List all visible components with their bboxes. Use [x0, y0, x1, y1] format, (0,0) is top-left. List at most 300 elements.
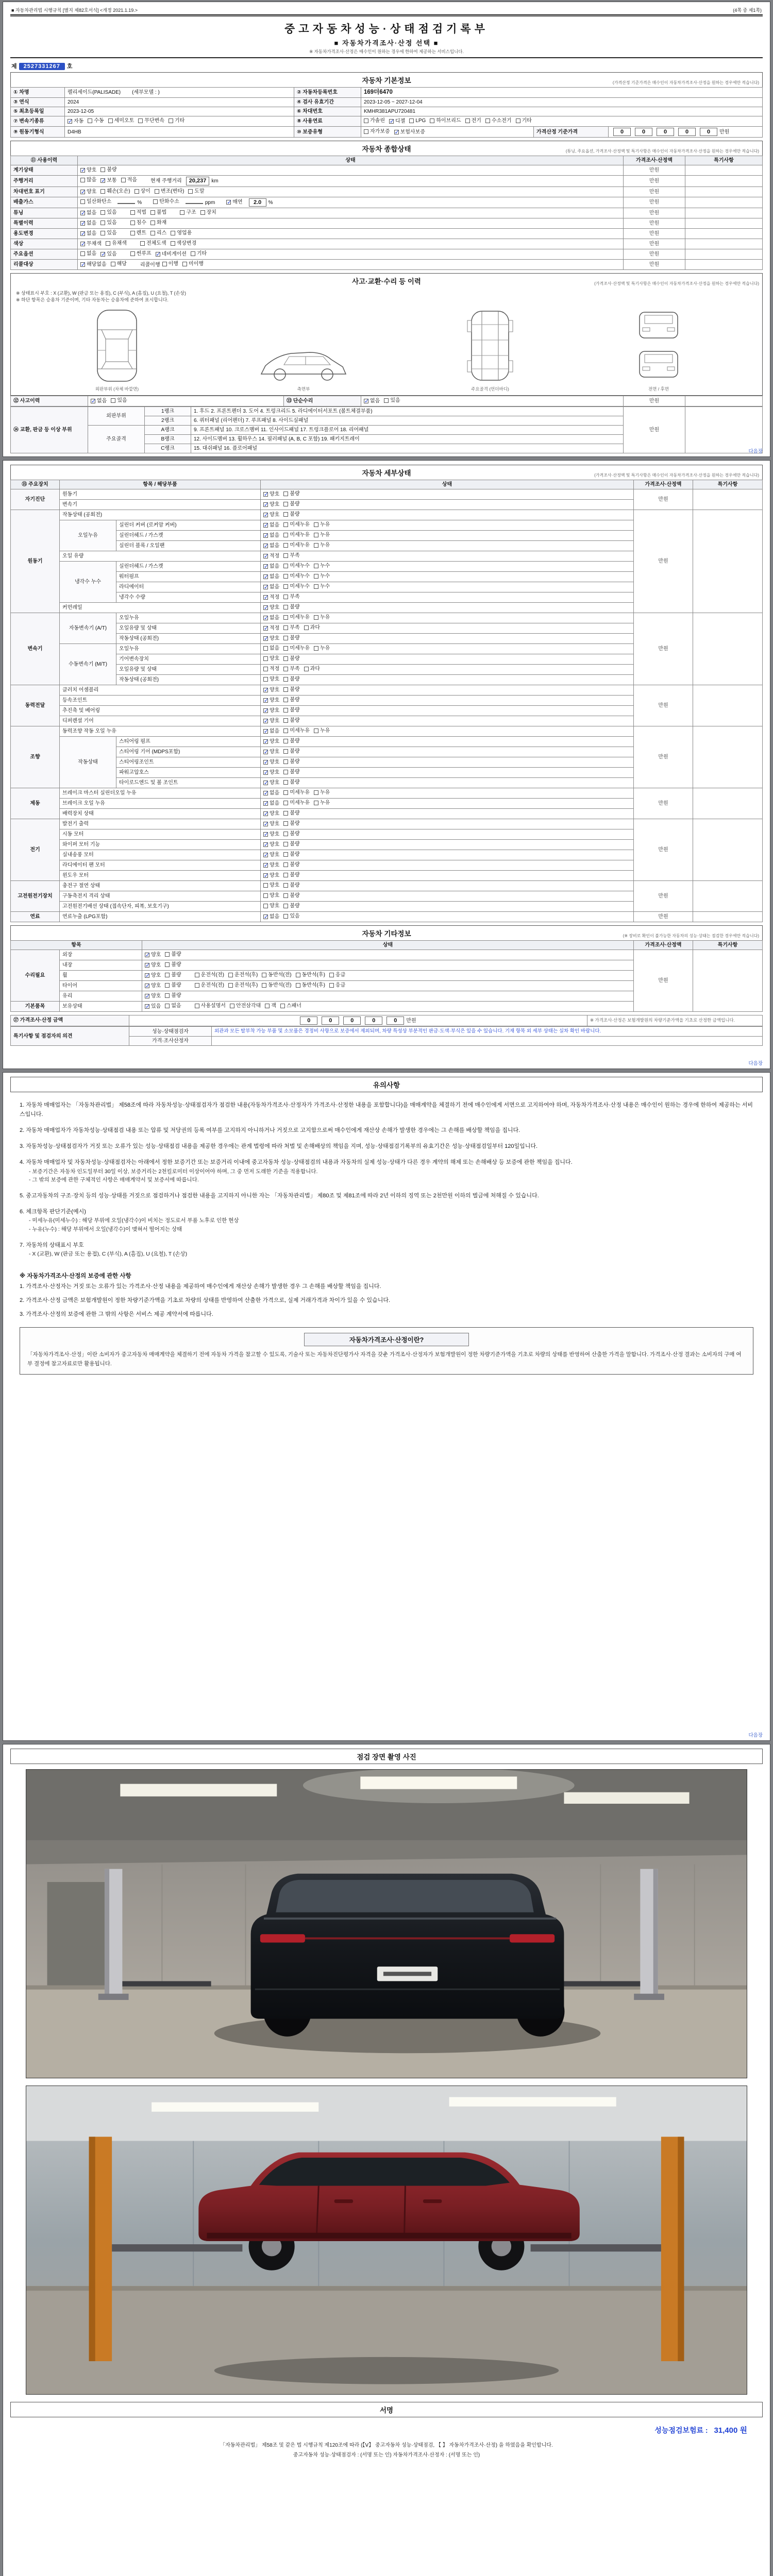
checked-box-icon: ✓ [145, 972, 150, 979]
checkbox-양호[interactable] [263, 738, 279, 745]
text-token: 만원 [406, 1018, 416, 1024]
checkbox-수동[interactable] [88, 117, 104, 124]
checkbox-label: 미세누수 [290, 573, 310, 579]
checkbox-수소전기[interactable] [485, 117, 512, 124]
checked-box-icon: ✓ [101, 178, 106, 184]
checkbox-화재[interactable] [150, 219, 166, 226]
insurance-fee-line [10, 2420, 763, 2437]
next-page-link[interactable]: 다음장 [748, 448, 763, 454]
checkbox-있음[interactable] [100, 209, 116, 216]
checkbox-누유[interactable] [314, 789, 330, 796]
checked-box-icon: ✓ [364, 398, 369, 404]
unchecked-box-icon [283, 698, 288, 702]
checkbox-장치[interactable] [200, 209, 216, 216]
checked-box-icon: ✓ [101, 251, 106, 258]
checkbox-누유[interactable] [314, 532, 330, 538]
checkbox-불량[interactable] [165, 992, 181, 999]
checkbox-자가보증[interactable] [364, 128, 390, 135]
checkbox-잭[interactable] [265, 1003, 276, 1009]
checkbox-label: 양호 [270, 831, 280, 837]
checkbox-운전석(후)[interactable] [228, 982, 258, 989]
checkbox-양호[interactable] [145, 952, 161, 958]
checkbox-불량[interactable] [165, 972, 181, 978]
checkbox-양호[interactable] [263, 892, 279, 899]
checkbox-있음[interactable] [100, 230, 116, 236]
checkbox-불량[interactable] [283, 841, 299, 848]
checkbox-도말[interactable] [188, 188, 204, 195]
unchecked-box-icon [106, 241, 110, 246]
checkbox-미세누수[interactable] [283, 563, 310, 569]
checkbox-유채색[interactable] [106, 240, 127, 247]
checkbox-불량[interactable] [165, 982, 181, 989]
cell [685, 218, 763, 228]
checked-box-icon: ✓ [81, 167, 86, 174]
cell: 계기상태 [11, 165, 78, 176]
checkbox-세미오토[interactable] [108, 117, 135, 124]
cell: 기본품목 [11, 1001, 60, 1011]
checkbox-양호[interactable] [263, 512, 279, 518]
checkbox-동반석(전)[interactable] [262, 972, 291, 978]
checkbox-불량[interactable] [283, 758, 299, 765]
checkbox-양호[interactable] [263, 676, 279, 683]
unchecked-box-icon [283, 821, 288, 826]
checkbox-없음[interactable] [364, 398, 380, 404]
checkbox-침수[interactable] [130, 219, 146, 226]
cell: 실린더헤드 / 가스켓 [116, 530, 261, 540]
checkbox-없음[interactable] [263, 728, 279, 735]
checkbox-누수[interactable] [314, 563, 330, 569]
cell [78, 239, 624, 249]
cell: 만원 [624, 187, 685, 197]
checked-box-icon: ✓ [264, 852, 269, 858]
checkbox-label: 불량 [290, 511, 300, 517]
checkbox-불량[interactable] [283, 851, 299, 858]
checkbox-불량[interactable] [283, 707, 299, 714]
checkbox-label: 양호 [151, 962, 161, 968]
checkbox-양호[interactable] [263, 779, 279, 786]
checkbox-label: 자가보증 [370, 128, 390, 134]
checkbox-label: 사용설명서 [200, 1003, 226, 1009]
checkbox-양호[interactable] [263, 707, 279, 714]
unchecked-box-icon [80, 251, 85, 256]
checkbox-양호[interactable] [263, 769, 279, 776]
checkbox-부족[interactable] [283, 552, 299, 559]
checkbox-과다[interactable] [304, 624, 320, 631]
cell: 특기사항 및 점검자의 의견 [11, 1027, 129, 1046]
checkbox-불량[interactable] [283, 717, 299, 724]
checked-box-icon: ✓ [91, 398, 96, 404]
checkbox-양호[interactable] [145, 962, 161, 969]
checkbox-변조(변타)[interactable] [155, 188, 184, 195]
checkbox-해당[interactable] [111, 261, 127, 267]
unchecked-box-icon [283, 564, 288, 568]
cell [78, 197, 624, 208]
header-cell: ⑪ 사용이력 [11, 156, 78, 165]
checkbox-label: 있음 [107, 219, 117, 226]
checkbox-상이[interactable] [135, 188, 150, 195]
checkbox-해당없음[interactable] [80, 261, 107, 268]
checkbox-가솔린[interactable] [364, 117, 385, 124]
checkbox-미세누유[interactable] [283, 727, 310, 734]
unchecked-box-icon [430, 118, 434, 123]
checkbox-자동[interactable] [68, 118, 83, 125]
checkbox-불량[interactable] [283, 635, 299, 641]
checkbox-미이행[interactable] [182, 261, 204, 267]
checkbox-이행[interactable] [162, 261, 178, 267]
cell: 윈도우 모터 [60, 870, 261, 880]
cell [261, 602, 634, 613]
checkbox-운전석(전)[interactable] [195, 972, 224, 978]
checkbox-양호[interactable] [263, 635, 279, 642]
checkbox-미세누유[interactable] [283, 789, 310, 796]
checked-box-icon: ✓ [264, 913, 269, 920]
checkbox-누유[interactable] [314, 521, 330, 528]
unchecked-box-icon [195, 983, 199, 988]
cell [693, 510, 763, 613]
unchecked-box-icon [283, 492, 288, 496]
checkbox-적정[interactable] [263, 553, 279, 560]
checkbox-없음[interactable] [263, 573, 279, 580]
checkbox-구조[interactable] [180, 209, 196, 216]
checkbox-썬루프[interactable] [130, 250, 152, 257]
checkbox-매연[interactable] [226, 199, 242, 206]
unchecked-box-icon [263, 883, 268, 888]
cell: ⑧ 사용연료 [294, 116, 361, 126]
car-diagram-top-view [86, 307, 148, 384]
checkbox-있음[interactable] [111, 397, 127, 404]
checkbox-미세누유[interactable] [283, 532, 310, 538]
cell: 2023-12-05 [65, 107, 294, 116]
checkbox-누수[interactable] [314, 573, 330, 580]
cell: 실린더 커버 (로커암 커버) [116, 520, 261, 530]
checkbox-보통[interactable] [100, 177, 116, 184]
unchecked-box-icon [180, 210, 184, 215]
checkbox-LPG[interactable] [409, 117, 426, 124]
checkbox-label: 양호 [270, 821, 280, 827]
checkbox-불량[interactable] [283, 779, 299, 786]
checkbox-label: 무단변속 [144, 117, 164, 124]
checkbox-적정[interactable] [263, 594, 279, 601]
checkbox-없음[interactable] [80, 220, 96, 227]
unchecked-box-icon [130, 221, 135, 225]
checkbox-label: 누유 [320, 542, 330, 548]
checkbox-없음[interactable] [165, 1003, 181, 1009]
cell: 가격산정 기준가격 [534, 126, 609, 137]
checkbox-불량[interactable] [283, 655, 299, 662]
unchecked-box-icon [108, 118, 113, 123]
checkbox-불량[interactable] [283, 810, 299, 817]
checkbox-label: 없음 [171, 1003, 181, 1009]
checked-box-icon: ✓ [145, 952, 150, 958]
checkbox-양호[interactable] [263, 697, 279, 704]
unchecked-box-icon [263, 893, 268, 898]
checkbox-운전석(전)[interactable] [195, 982, 224, 989]
checkbox-무단변속[interactable] [138, 117, 164, 124]
value-box: 20,237 [186, 177, 210, 185]
checkbox-운전석(후)[interactable] [228, 972, 258, 978]
cell [693, 911, 763, 922]
checkbox-없음[interactable] [80, 210, 96, 216]
checkbox-불량[interactable] [165, 951, 181, 958]
checkbox-누유[interactable] [314, 542, 330, 549]
unchecked-box-icon [100, 210, 105, 215]
checkbox-기타[interactable] [516, 117, 532, 124]
cell [261, 540, 634, 551]
checkbox-안전삼각대[interactable] [230, 1003, 261, 1009]
checkbox-불법[interactable] [150, 209, 166, 216]
checkbox-색상변경[interactable] [171, 240, 197, 247]
checkbox-디젤[interactable] [389, 118, 405, 125]
cell: 작동상태 (공회전) [116, 633, 261, 643]
checkbox-탄화수소[interactable] [153, 198, 179, 205]
checkbox-불량[interactable] [283, 820, 299, 827]
checkbox-양호[interactable] [263, 821, 279, 827]
checkbox-양호[interactable] [263, 852, 279, 858]
checkbox-전체도색[interactable] [140, 240, 166, 247]
checkbox-없음[interactable] [263, 790, 279, 796]
cell: ⑫ 사고이력 [11, 396, 88, 406]
checkbox-없음[interactable] [263, 913, 279, 920]
checkbox-기타[interactable] [169, 117, 184, 124]
unchecked-box-icon [384, 398, 389, 403]
checkbox-label: 불량 [171, 951, 181, 957]
checkbox-리스[interactable] [150, 230, 166, 236]
checkbox-label: 이행 [168, 261, 178, 267]
checkbox-누유[interactable] [314, 727, 330, 734]
checkbox-불량[interactable] [283, 697, 299, 703]
checkbox-불량[interactable] [283, 903, 299, 909]
unchecked-box-icon [304, 667, 309, 671]
checkbox-불량[interactable] [283, 831, 299, 837]
text-token: 현재 주행거리 [150, 178, 182, 184]
checkbox-일산화탄소[interactable] [80, 198, 111, 205]
checkbox-기타[interactable] [191, 250, 207, 257]
checkbox-없음[interactable] [91, 398, 107, 404]
checkbox-양호[interactable] [263, 831, 279, 838]
checkbox-없음[interactable] [80, 230, 96, 237]
checkbox-불량[interactable] [283, 882, 299, 889]
unchecked-box-icon [283, 811, 288, 816]
checkbox-있음[interactable] [384, 397, 400, 404]
unchecked-box-icon [283, 801, 288, 805]
checkbox-미세누유[interactable] [283, 614, 310, 621]
cell: 12. 사이드멤버 13. 휠하우스 14. 필러패널 (A, B, C 포함) 19. 패키지트레이 [191, 434, 624, 444]
unchecked-box-icon [88, 118, 92, 123]
checkbox-없음[interactable] [263, 532, 279, 539]
cell: 2023-12-05 ~ 2027-12-04 [361, 97, 763, 107]
checkbox-양호[interactable] [263, 604, 279, 611]
header-cell: 특기사항 [693, 480, 763, 489]
checkbox-동반석(후)[interactable] [296, 982, 325, 989]
checkbox-미세누수[interactable] [283, 573, 310, 580]
checkbox-없음[interactable] [263, 800, 279, 807]
unchecked-box-icon [314, 533, 318, 537]
checkbox-불량[interactable] [283, 490, 299, 497]
checkbox-응급[interactable] [329, 982, 345, 989]
checkbox-양호[interactable] [80, 167, 96, 174]
checkbox-많음[interactable] [80, 177, 96, 183]
checkbox-무채색[interactable] [80, 241, 102, 247]
checkbox-부족[interactable] [283, 666, 299, 672]
checkbox-양호[interactable] [263, 687, 279, 693]
checkbox-양호[interactable] [263, 872, 279, 879]
cell [693, 489, 763, 510]
checkbox-양호[interactable] [263, 841, 279, 848]
checkbox-양호[interactable] [263, 655, 279, 662]
checkbox-label: 양호 [270, 655, 280, 662]
checkbox-없음[interactable] [263, 543, 279, 549]
checkbox-양호[interactable] [263, 749, 279, 755]
checkbox-적법[interactable] [130, 209, 146, 216]
document-subtitle: ■ 자동차가격조사·산정 선택 ■ [334, 39, 439, 47]
checkbox-미세누유[interactable] [283, 521, 310, 528]
checkbox-있음[interactable] [100, 251, 116, 258]
checkbox-있음[interactable] [145, 1003, 161, 1010]
checkbox-누유[interactable] [314, 614, 330, 621]
checkbox-불량[interactable] [283, 892, 299, 899]
checkbox-불량[interactable] [283, 501, 299, 507]
checkbox-양호[interactable] [263, 491, 279, 498]
unchecked-box-icon [283, 904, 288, 908]
checkbox-양호[interactable] [80, 189, 96, 195]
checkbox-과다[interactable] [304, 666, 320, 672]
checkbox-없음[interactable] [263, 563, 279, 570]
checkbox-label: 기타 [196, 250, 207, 257]
section-overall-label: 자동차 종합상태 [362, 145, 411, 154]
checkbox-미세누유[interactable] [283, 542, 310, 549]
checkbox-보험사보증[interactable] [394, 129, 425, 135]
unchecked-box-icon [228, 983, 233, 988]
checkbox-불량[interactable] [283, 769, 299, 775]
checkbox-양호[interactable] [263, 882, 279, 889]
section-etc-note: (※ 장비로 확인이 불가능한 자동차의 성능·상태는 점검한 경우에만 적습니다) [623, 933, 759, 938]
cell [78, 187, 624, 197]
checkbox-응급[interactable] [329, 972, 345, 978]
unchecked-box-icon [283, 728, 288, 733]
checkbox-불량[interactable] [283, 748, 299, 755]
checkbox-동반석(전)[interactable] [262, 982, 291, 989]
text-token: 만원 [719, 129, 730, 135]
cell: 특별이력 [11, 218, 78, 228]
checkbox-양호[interactable] [263, 759, 279, 766]
cell [65, 116, 294, 126]
checkbox-불량[interactable] [283, 511, 299, 518]
checkbox-적음[interactable] [121, 177, 137, 183]
unchecked-box-icon [165, 983, 170, 988]
unchecked-box-icon [155, 189, 159, 194]
checkbox-없음[interactable] [263, 522, 279, 529]
checkbox-누수[interactable] [314, 583, 330, 590]
checkbox-훼손(오손)[interactable] [100, 188, 130, 195]
cell: 주행거리 [11, 176, 78, 187]
checkbox-동반석(후)[interactable] [296, 972, 325, 978]
checkbox-부족[interactable] [283, 624, 299, 631]
unchecked-box-icon [283, 708, 288, 713]
checkbox-없음[interactable] [263, 615, 279, 621]
checkbox-양호[interactable] [263, 718, 279, 724]
checkbox-label: 불량 [290, 635, 300, 641]
checkbox-미세누유[interactable] [283, 800, 310, 806]
next-page-link[interactable]: 다음장 [748, 1732, 763, 1738]
text-token: km [211, 178, 219, 184]
checkbox-사용설명서[interactable] [195, 1003, 226, 1009]
cell: 와이퍼 모터 기능 [60, 839, 261, 850]
checkbox-label: 해당없음 [87, 261, 107, 267]
checkbox-label: 응급 [335, 972, 346, 978]
checkbox-양호[interactable] [263, 903, 279, 909]
checkbox-label: 자동 [74, 118, 84, 124]
checkbox-미세누유[interactable] [283, 645, 310, 652]
cell: 만원 [624, 406, 685, 453]
checkbox-label: 부족 [290, 552, 300, 558]
checkbox-전기[interactable] [465, 117, 481, 124]
cell: 자기진단 [11, 489, 60, 510]
notice-item-text: 7. 자동차의 상태표시 부호 [20, 1242, 84, 1248]
checkbox-영업용[interactable] [171, 230, 192, 236]
checkbox-없음[interactable] [80, 250, 96, 257]
checkbox-불량[interactable] [165, 961, 181, 968]
cell [685, 249, 763, 259]
checkbox-label: LPG [415, 117, 426, 124]
checkbox-불량[interactable] [283, 686, 299, 693]
checkbox-label: 불량 [290, 697, 300, 703]
checkbox-누유[interactable] [314, 645, 330, 652]
checkbox-불량[interactable] [283, 676, 299, 683]
checkbox-렌트[interactable] [130, 230, 146, 236]
unchecked-box-icon [283, 574, 288, 579]
checkbox-스패너[interactable] [280, 1003, 301, 1009]
checkbox-없음[interactable] [263, 584, 279, 590]
checkbox-label: 있음 [151, 1003, 161, 1009]
checkbox-불량[interactable] [283, 872, 299, 878]
checkbox-label: 양호 [151, 982, 161, 989]
next-page-link[interactable]: 다음장 [748, 1060, 763, 1066]
checkbox-불량[interactable] [283, 738, 299, 744]
checkbox-불량[interactable] [283, 861, 299, 868]
checkbox-양호[interactable] [145, 993, 161, 999]
unchecked-box-icon [100, 167, 105, 172]
unchecked-box-icon [283, 780, 288, 785]
checkbox-미세누수[interactable] [283, 583, 310, 590]
checkbox-있음[interactable] [283, 913, 299, 920]
checkbox-불량[interactable] [283, 604, 299, 611]
checkbox-있음[interactable] [100, 219, 116, 226]
checkbox-누유[interactable] [314, 800, 330, 806]
checkbox-양호[interactable] [145, 972, 161, 979]
unchecked-box-icon [280, 1004, 285, 1008]
checkbox-양호[interactable] [145, 982, 161, 989]
cell: 전기 [11, 819, 60, 880]
checkbox-양호[interactable] [263, 862, 279, 869]
checkbox-적정[interactable] [263, 625, 279, 632]
checkbox-없음[interactable] [263, 645, 279, 652]
checkbox-label: 유채색 [111, 240, 127, 246]
cell [693, 685, 763, 726]
checked-box-icon: ✓ [264, 831, 269, 838]
checkbox-불량[interactable] [100, 166, 116, 173]
checkbox-부족[interactable] [283, 594, 299, 600]
notice-item [20, 1191, 753, 1200]
notice-item-text: 6. 체크항목 판단기준(예시) [20, 1209, 86, 1215]
cell [142, 970, 634, 980]
insurance-fee-label: 성능점검보험료 : [654, 2426, 708, 2434]
unchecked-box-icon [165, 962, 170, 967]
checkbox-양호[interactable] [263, 810, 279, 817]
checkbox-하이브리드[interactable] [430, 117, 461, 124]
checkbox-양호[interactable] [263, 501, 279, 508]
checkbox-적정[interactable] [263, 666, 279, 672]
checkbox-네비게이션[interactable] [156, 251, 187, 258]
